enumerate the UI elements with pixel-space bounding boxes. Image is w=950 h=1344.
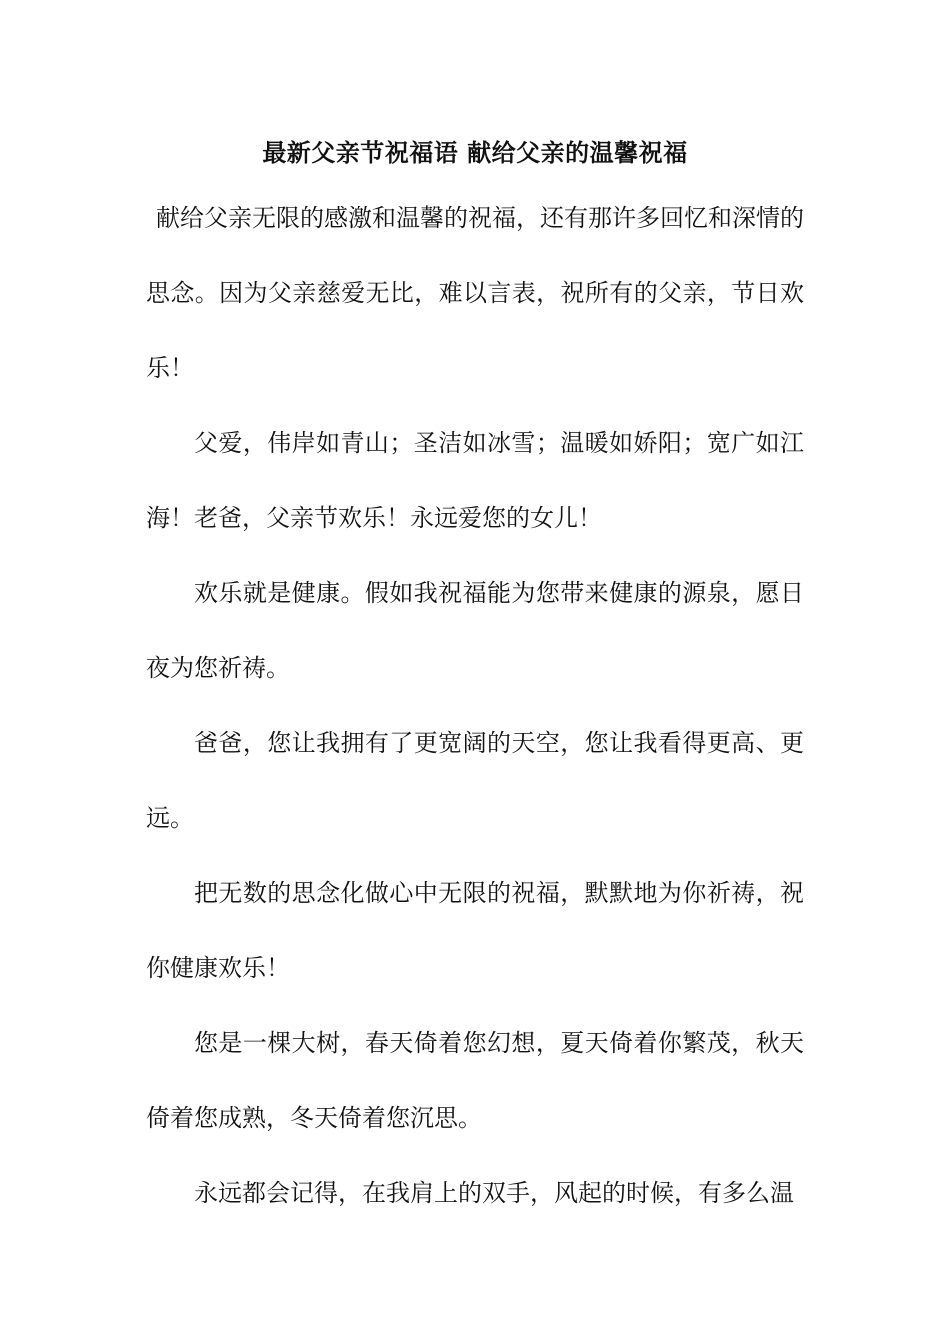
paragraph: 您是一棵大树，春天倚着您幻想，夏天倚着你繁茂，秋天倚着您成熟，冬天倚着您沉思。 <box>146 1029 804 1132</box>
paragraph: 父爱，伟岸如青山；圣洁如冰雪；温暖如娇阳；宽广如江海！老爸，父亲节欢乐！永远爱您的女儿！ <box>146 429 804 532</box>
paragraph: 把无数的思念化做心中无限的祝福，默默地为你祈祷，祝你健康欢乐！ <box>146 879 804 982</box>
paragraph: 欢乐就是健康。假如我祝福能为您带来健康的源泉，愿日夜为您祈祷。 <box>146 579 804 682</box>
paragraph: 永远都会记得，在我肩上的双手，风起的时候，有多么温 <box>194 1179 794 1207</box>
paragraph: 献给父亲无限的感激和温馨的祝福，还有那许多回忆和深情的思念。因为父亲慈爱无比，难以言表，祝所有的父亲，节日欢乐！ <box>146 204 804 382</box>
document-title: 最新父亲节祝福语 献给父亲的温馨祝福 <box>262 138 688 167</box>
document-body <box>146 184 804 1231</box>
paragraph: 爸爸，您让我拥有了更宽阔的天空，您让我看得更高、更远。 <box>146 729 804 832</box>
